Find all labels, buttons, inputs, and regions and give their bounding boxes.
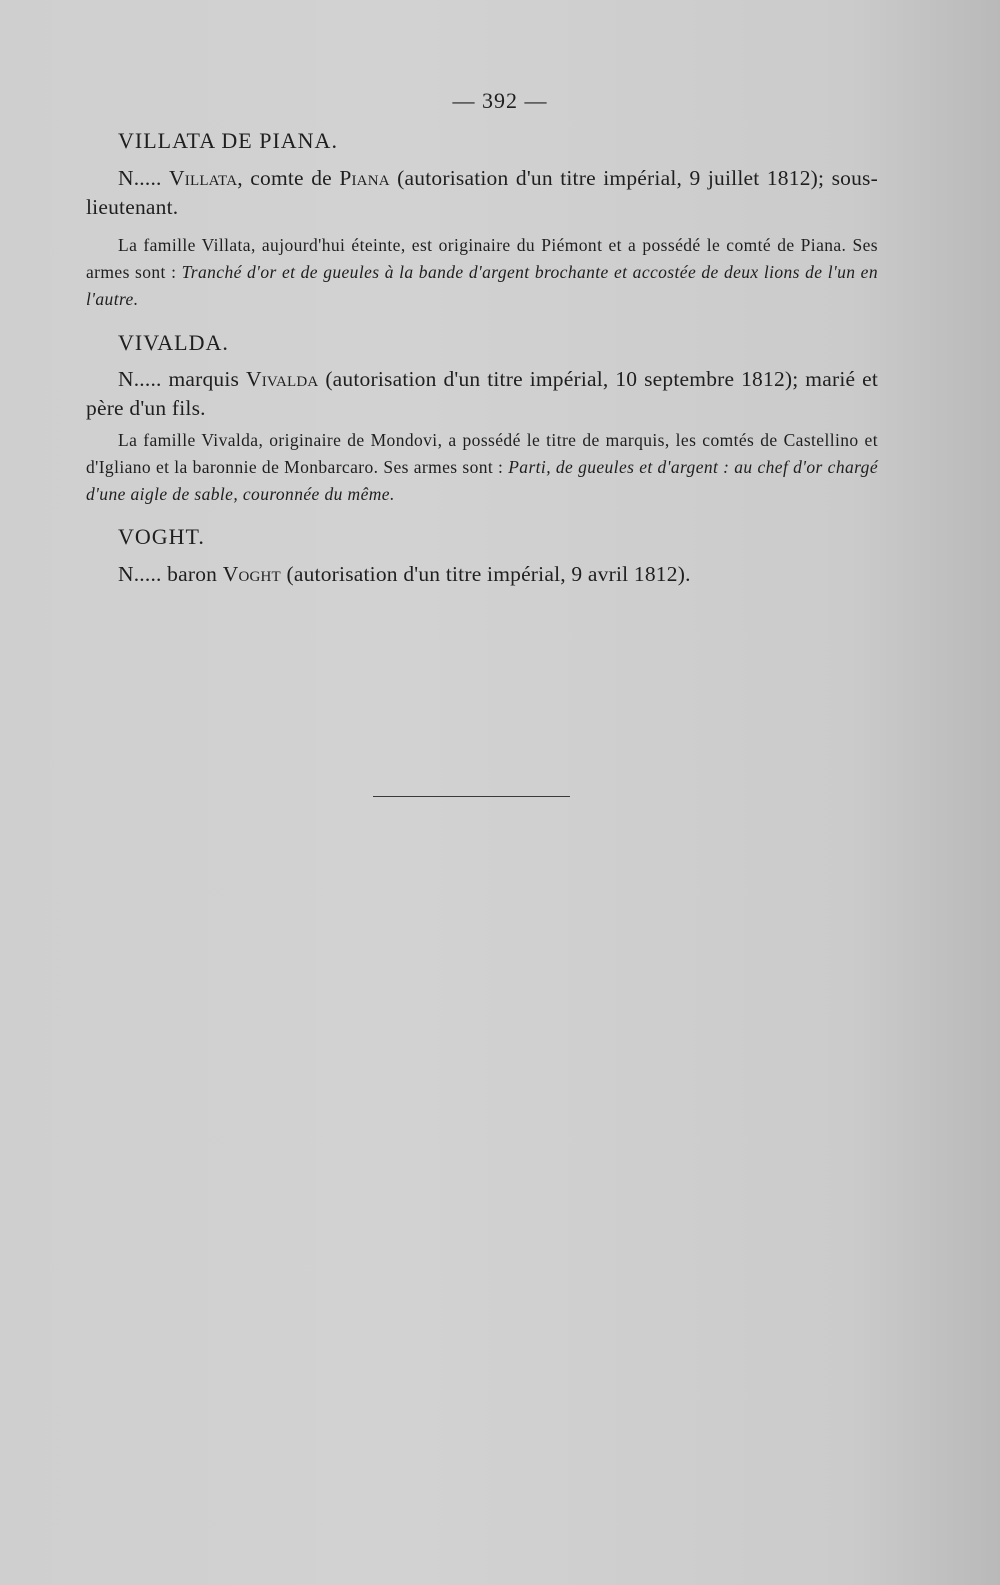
entry-note-villata (86, 232, 878, 313)
note-text: La famille Villata, aujourd'hui éteinte, est originaire du Piémont et a possédé le comté de Piana. Ses armes sont : (86, 235, 878, 282)
entry-title-name: Piana (339, 166, 390, 190)
note-blazon: Parti, de gueules et d'argent : au chef d'or chargé d'une aigle de sable, couronnée du même. (86, 457, 879, 504)
entry-rest: (autorisation d'un titre impérial, 9 avril 1812). (280, 562, 691, 586)
entry-heading-villata: VILLATA DE PIANA. (118, 128, 338, 153)
entry-heading-voght: VOGHT. (118, 524, 205, 549)
entry-prefix: N..... baron (118, 562, 223, 586)
section-end-rule (373, 796, 570, 797)
entry-heading-vivalda: VIVALDA. (118, 330, 229, 355)
entry-mid: , comte de (237, 166, 340, 190)
entry-line-villata (86, 164, 878, 222)
entry-prefix: N..... (118, 166, 170, 190)
entry-note-vivalda (86, 427, 878, 508)
entry-line-vivalda (86, 365, 878, 423)
page-number: — 392 — (452, 88, 548, 113)
entry-name: Vivalda (245, 367, 319, 391)
note-blazon: Tranché d'or et de gueules à la bande d'argent brochante et accostée de deux lions de l'un en l'autre. (86, 262, 878, 309)
entry-rest: (autorisation d'un titre impérial, 10 septembre 1812); marié et père d'un fils. (86, 367, 879, 420)
note-text: La famille Vivalda, originaire de Mondovi, a possédé le titre de marquis, les comtés de Castellino et d'Igliano et la baronnie de Monbarcaro. Ses armes sont : (86, 430, 878, 477)
entry-name: Villata (169, 166, 238, 190)
entry-rest: (autorisation d'un titre impérial, 9 juillet 1812); sous-lieutenant. (86, 166, 878, 219)
entry-prefix: N..... marquis (118, 367, 246, 391)
entry-name: Voght (222, 562, 281, 586)
entry-line-voght (86, 560, 878, 589)
